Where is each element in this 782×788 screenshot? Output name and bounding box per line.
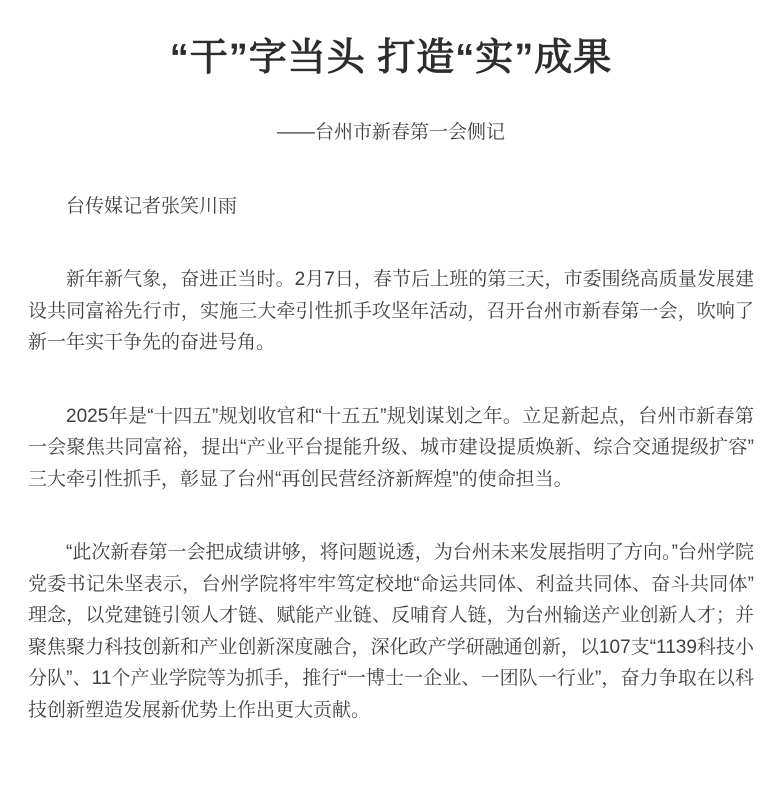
article-paragraph-1: 新年新气象，奋进正当时。2月7日，春节后上班的第三天，市委围绕高质量发展建设共同富裕先行市，实施三大牵引性抓手攻坚年活动，召开台州市新春第一会，吹响了新一年实干争先的奋进号角。 bbox=[28, 269, 754, 353]
article-subtitle: ——台州市新春第一会侧记 bbox=[276, 122, 505, 143]
article-paragraph-2: 2025年是“十四五”规划收官和“十五五”规划谋划之年。立足新起点，台州市新春第一会聚焦共同富裕，提出“产业平台提能升级、城市建设提质焕新、综合交通提级扩容”三大牵引性抓手，彰显了台州“再创民营经济新辉煌”的使命担当。 bbox=[28, 405, 754, 490]
article-paragraph-3: “此次新春第一会把成绩讲够，将问题说透，为台州未来发展指明了方向。”台州学院党委书记朱坚表示，台州学院将牢牢笃定校地“命运共同体、利益共同体、奋斗共同体”理念，以党建链引领人才链、赋能产业链、反哺育人链，为台州输送产业创新人才；并聚焦聚力科技创新和产业创新深度融合，深化政产学研融通创新，以107支“1139科技小分队”、11个产业学院等为抓手，推行“一博士一企业、一团队一行业”，奋力争取在以科技创新塑造发展新优势上作出更大贡献。 bbox=[28, 542, 754, 721]
article-byline: 台传媒记者张笑川雨 bbox=[66, 196, 238, 217]
article-title: “干”字当头 打造“实”成果 bbox=[169, 37, 613, 79]
